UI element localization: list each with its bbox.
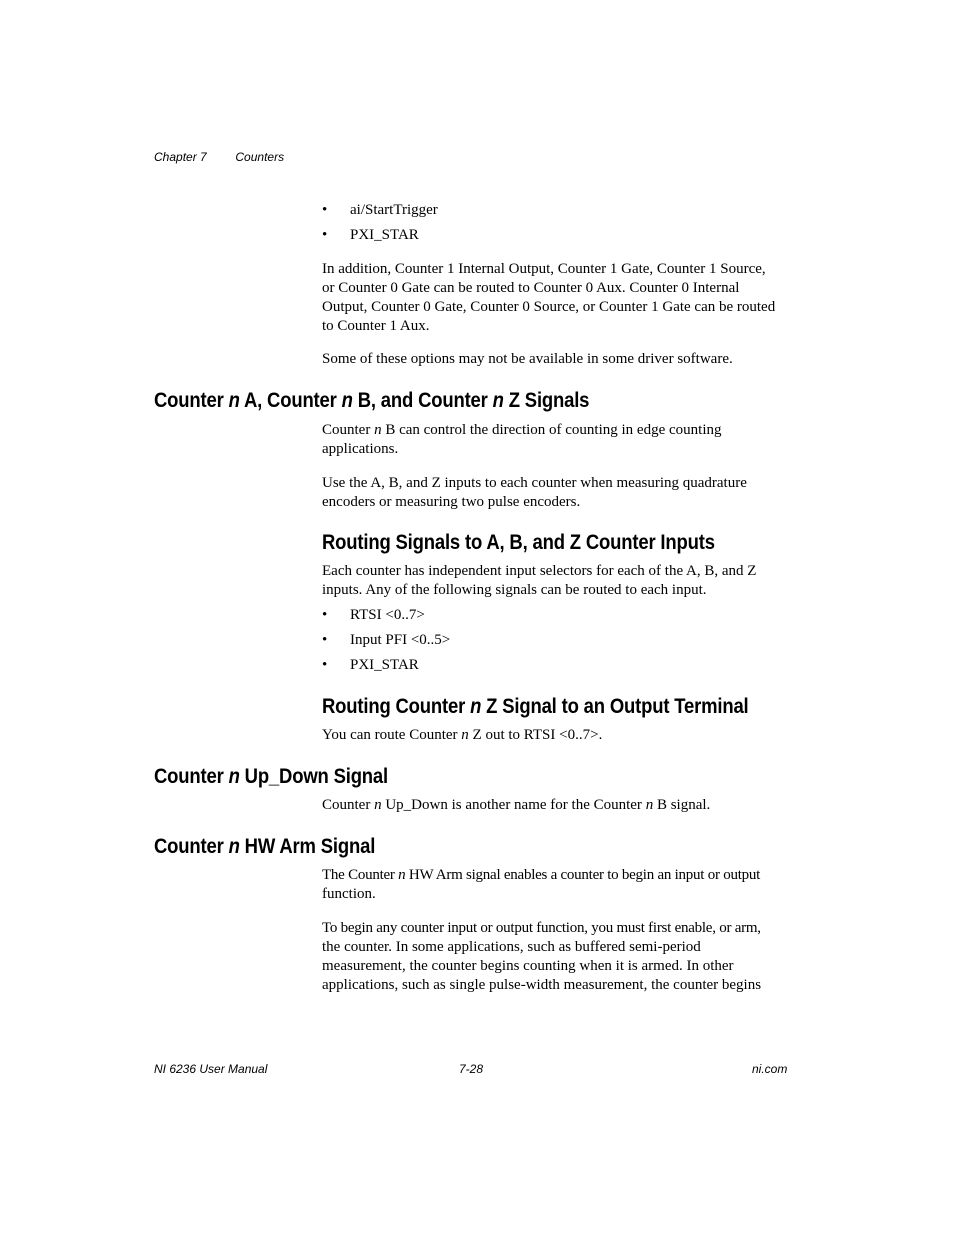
list-item: • PXI_STAR — [322, 227, 419, 243]
paragraph: Each counter has independent input selectors for each of the A, B, and Z inputs. Any of the following signals can be routed to each input. — [322, 563, 757, 598]
subsection-heading: Routing Signals to A, B, and Z Counter Inputs — [322, 531, 715, 554]
paragraph: Counter n B can control the direction of counting in edge counting applications. — [322, 422, 722, 457]
paragraph: You can route Counter n Z out to RTSI <0..7>. — [322, 727, 603, 743]
section-heading: Counter n Up_Down Signal — [154, 765, 388, 788]
list-item: • ai/StartTrigger — [322, 202, 438, 218]
paragraph: To begin any counter input or output function, you must first enable, or arm, the counter. In some applications, such as buffered semi-period measurement, the counter begins counting when it is armed. In other applications, such as single pulse-width measurement, the counter begins — [322, 920, 762, 993]
header-title: Counters — [235, 150, 285, 164]
running-header — [154, 150, 284, 164]
paragraph: Use the A, B, and Z inputs to each counter when measuring quadrature encoders or measuring two pulse encoders. — [322, 475, 747, 510]
subsection-heading: Routing Counter n Z Signal to an Output Terminal — [322, 695, 749, 718]
list-item: • Input PFI <0..5> — [322, 632, 451, 648]
section-heading: Counter n HW Arm Signal — [154, 835, 376, 858]
list-item: • RTSI <0..7> — [322, 607, 425, 623]
paragraph: Counter n Up_Down is another name for the Counter n B signal. — [322, 797, 711, 813]
footer-site: ni.com — [752, 1062, 788, 1076]
paragraph: In addition, Counter 1 Internal Output, Counter 1 Gate, Counter 1 Source, or Counter 0 Gate can be routed to Counter 0 Aux. Counter 0 Internal Output, Counter 0 Gate, Counter 0 Source, or Counter 1 Gate can be routed to Counter 1 Aux. — [322, 261, 776, 334]
footer-manual: NI 6236 User Manual — [154, 1062, 268, 1076]
page-number: 7-28 — [459, 1062, 484, 1076]
header-chapter: Chapter 7 — [154, 150, 207, 164]
paragraph: Some of these options may not be available in some driver software. — [322, 351, 733, 367]
paragraph: The Counter n HW Arm signal enables a counter to begin an input or output function. — [322, 867, 761, 902]
list-item: • PXI_STAR — [322, 657, 419, 673]
section-heading: Counter n A, Counter n B, and Counter n Z Signals — [154, 389, 590, 412]
